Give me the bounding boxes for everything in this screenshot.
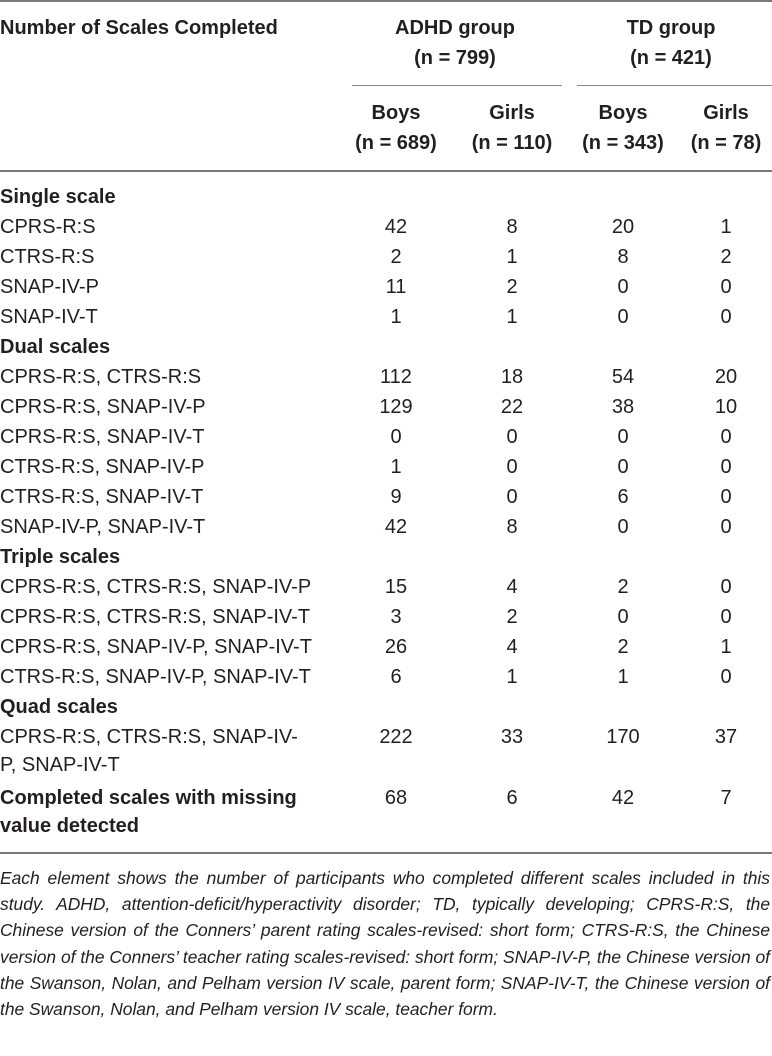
row-label: CPRS-R:S, SNAP-IV-P, SNAP-IV-T — [0, 636, 312, 658]
section-title: Dual scales — [0, 336, 111, 358]
subgroup-header: Boys — [598, 102, 648, 124]
cell-value: 2 — [617, 636, 629, 658]
cell-value: 222 — [379, 726, 413, 748]
cell-value: 1 — [617, 666, 629, 688]
subgroup-header: Girls — [489, 102, 535, 124]
cell-value: 0 — [720, 306, 732, 328]
cell-value: 2 — [506, 276, 518, 298]
cell-value: 1 — [390, 306, 402, 328]
row-label: CTRS-R:S, SNAP-IV-P, SNAP-IV-T — [0, 666, 311, 688]
subgroup-n: (n = 343) — [582, 132, 664, 154]
row-label: CPRS-R:S, CTRS-R:S, SNAP-IV-T — [0, 606, 311, 628]
cell-value: 0 — [506, 486, 518, 508]
cell-value: 18 — [500, 366, 524, 388]
td-group-underline — [577, 85, 772, 86]
cell-value: 0 — [720, 456, 732, 478]
cell-value: 68 — [384, 787, 408, 809]
section-title: Single scale — [0, 186, 116, 208]
cell-value: 7 — [720, 787, 732, 809]
cell-value: 0 — [617, 426, 629, 448]
cell-value: 2 — [390, 246, 402, 268]
cell-value: 20 — [611, 216, 635, 238]
row-label: SNAP-IV-T — [0, 306, 98, 328]
cell-value: 1 — [390, 456, 402, 478]
cell-value: 26 — [384, 636, 408, 658]
cell-value: 15 — [384, 576, 408, 598]
cell-value: 6 — [506, 787, 518, 809]
cell-value: 10 — [714, 396, 738, 418]
cell-value: 0 — [390, 426, 402, 448]
cell-value: 0 — [617, 516, 629, 538]
cell-value: 129 — [379, 396, 413, 418]
group-n-adhd: (n = 799) — [414, 47, 496, 69]
row-label-line2: P, SNAP-IV-T — [0, 754, 120, 776]
group-header-adhd: ADHD group — [395, 17, 515, 39]
header-rule — [0, 170, 772, 172]
subgroup-n: (n = 78) — [690, 132, 762, 154]
row-label: CTRS-R:S, SNAP-IV-P — [0, 456, 205, 478]
cell-value: 8 — [506, 216, 518, 238]
cell-value: 0 — [720, 606, 732, 628]
cell-value: 0 — [720, 486, 732, 508]
cell-value: 20 — [714, 366, 738, 388]
section-title: Quad scales — [0, 696, 118, 718]
row-label: SNAP-IV-P — [0, 276, 99, 298]
cell-value: 0 — [617, 606, 629, 628]
row-label: CPRS-R:S, SNAP-IV-T — [0, 426, 205, 448]
row-label-header: Number of Scales Completed — [0, 17, 278, 39]
subgroup-header: Girls — [703, 102, 749, 124]
cell-value: 0 — [617, 456, 629, 478]
cell-value: 22 — [500, 396, 524, 418]
cell-value: 8 — [506, 516, 518, 538]
cell-value: 42 — [384, 516, 408, 538]
row-label: CPRS-R:S, CTRS-R:S — [0, 366, 202, 388]
group-n-td: (n = 421) — [630, 47, 712, 69]
cell-value: 1 — [720, 636, 732, 658]
cell-value: 4 — [506, 576, 518, 598]
row-label: SNAP-IV-P, SNAP-IV-T — [0, 516, 206, 538]
cell-value: 2 — [720, 246, 732, 268]
cell-value: 37 — [714, 726, 738, 748]
cell-value: 0 — [617, 306, 629, 328]
cell-value: 9 — [390, 486, 402, 508]
cell-value: 0 — [720, 666, 732, 688]
cell-value: 1 — [506, 246, 518, 268]
cell-value: 3 — [390, 606, 402, 628]
cell-value: 1 — [506, 306, 518, 328]
bottom-rule — [0, 852, 772, 854]
subgroup-header: Boys — [371, 102, 421, 124]
cell-value: 0 — [720, 426, 732, 448]
cell-value: 42 — [384, 216, 408, 238]
cell-value: 54 — [611, 366, 635, 388]
row-label: CTRS-R:S — [0, 246, 95, 268]
row-label-line1: Completed scales with missing — [0, 787, 297, 809]
cell-value: 1 — [720, 216, 732, 238]
row-label: CPRS-R:S — [0, 216, 96, 238]
cell-value: 170 — [606, 726, 640, 748]
row-label-line2: value detected — [0, 815, 139, 837]
table-footnote: Each element shows the number of participants who completed different scales included in this study. ADHD, attention-deficit/hyperactivity disorder; TD, typically developing; CPRS-R:S, the Chinese version of the Conners’ parent rating scales-revised: short form; CTRS-R:S, the Chinese version of the Conners’ teacher rating scales-revised: short form; SNAP-IV-P, the Chinese version of the Swanson, Nolan, and Pelham version IV scale, parent form; SNAP-IV-T, the Chinese version of the Swanson, Nolan, and Pelham version IV scale, teacher form. — [0, 868, 770, 1020]
subgroup-n: (n = 689) — [355, 132, 437, 154]
cell-value: 0 — [617, 276, 629, 298]
row-label: CPRS-R:S, CTRS-R:S, SNAP-IV-P — [0, 576, 312, 598]
cell-value: 38 — [611, 396, 635, 418]
row-label: CPRS-R:S, SNAP-IV-P — [0, 396, 206, 418]
cell-value: 0 — [506, 456, 518, 478]
cell-value: 2 — [617, 576, 629, 598]
cell-value: 6 — [617, 486, 629, 508]
group-header-td: TD group — [626, 17, 716, 39]
row-label: CTRS-R:S, SNAP-IV-T — [0, 486, 204, 508]
cell-value: 33 — [500, 726, 524, 748]
cell-value: 6 — [390, 666, 402, 688]
subgroup-n: (n = 110) — [471, 132, 553, 154]
cell-value: 0 — [720, 276, 732, 298]
cell-value: 11 — [385, 276, 407, 298]
top-rule — [0, 0, 772, 2]
cell-value: 0 — [506, 426, 518, 448]
row-label-line1: CPRS-R:S, CTRS-R:S, SNAP-IV- — [0, 726, 298, 748]
cell-value: 8 — [617, 246, 629, 268]
cell-value: 42 — [611, 787, 635, 809]
cell-value: 0 — [720, 576, 732, 598]
cell-value: 1 — [506, 666, 518, 688]
cell-value: 4 — [506, 636, 518, 658]
cell-value: 112 — [380, 366, 412, 388]
section-title: Triple scales — [0, 546, 121, 568]
cell-value: 0 — [720, 516, 732, 538]
cell-value: 2 — [506, 606, 518, 628]
adhd-group-underline — [352, 85, 562, 86]
